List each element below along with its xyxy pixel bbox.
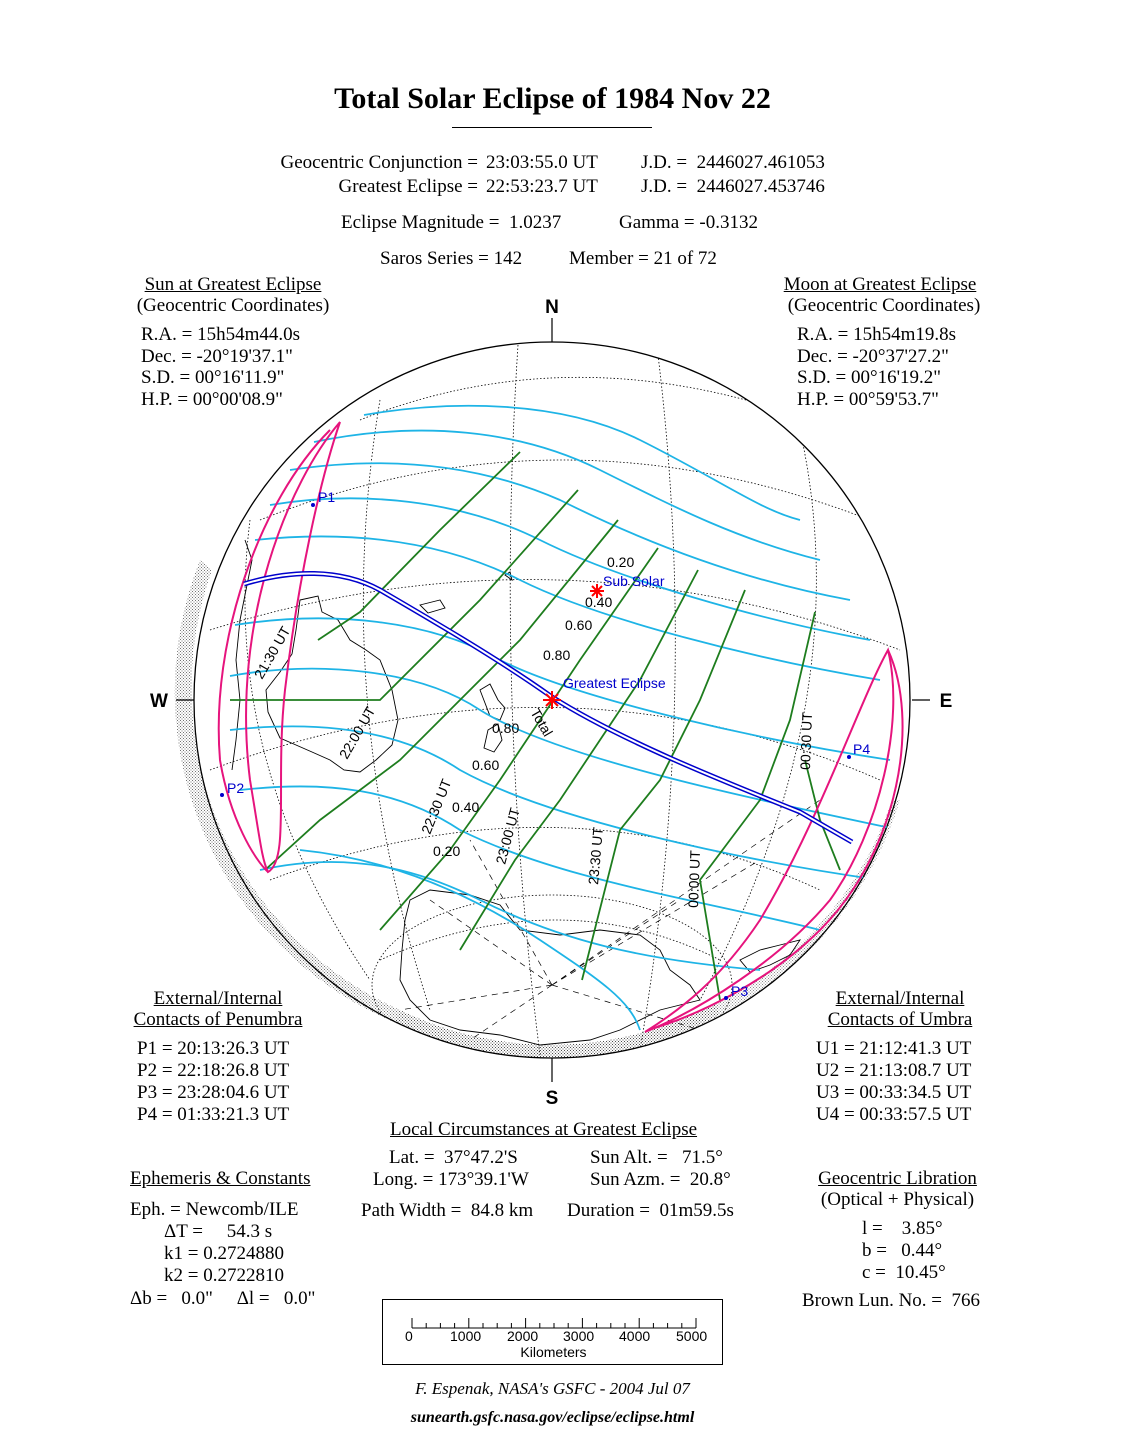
p1-label: P1 [318,489,336,505]
umbra-heading-1: External/Internal [835,988,965,1009]
scale-tick-3000: 3000 [563,1328,595,1344]
umbra-contacts [816,1038,971,1126]
time-label-2230: 22:30 UT [417,776,455,837]
local-path-width: Path Width = 84.8 km [361,1200,534,1221]
local-sun-alt: Sun Alt. = 71.5° [590,1147,723,1168]
ephemeris-db-dl: Δb = 0.0" Δl = 0.0" [130,1288,316,1309]
local-sun-azm: Sun Azm. = 20.8° [590,1169,731,1190]
u1-time: U1 = 21:12:41.3 UT [816,1038,972,1059]
sun-ra: R.A. = 15h54m44.0s [141,324,301,345]
magnitude-label-north-080: 0.80 [543,647,571,663]
moon-sd: S.D. = 00°16'19.2" [797,367,942,388]
scale-unit: Kilometers [520,1344,587,1360]
penumbra-contacts [137,1038,289,1126]
greatest-eclipse-label: Greatest Eclipse = [338,176,478,197]
p1-time: P1 = 20:13:26.3 UT [137,1038,290,1059]
u3-time: U3 = 00:33:34.5 UT [816,1082,972,1103]
ephemeris-k2: k2 = 0.2722810 [164,1265,284,1286]
compass-west: W [150,691,168,712]
gamma: Gamma = -0.3132 [619,212,758,233]
sun-subheading: (Geocentric Coordinates) [136,295,330,316]
scale-tick-4000: 4000 [619,1328,651,1344]
polar-graticule [400,800,820,1040]
p2-point [220,793,224,797]
saros-member: Member = 21 of 72 [569,248,717,269]
p4-point [847,755,851,759]
moon-hp: H.P. = 00°59'53.7" [797,388,939,410]
local-long: Long. = 173°39.1'W [373,1169,529,1190]
libration-l: l = 3.85° [862,1218,943,1239]
magnitude-line [240,786,820,930]
compass-south: S [545,1088,559,1109]
p3-label: P3 [731,983,749,999]
magnitude-label-south-060: 0.60 [472,757,500,773]
greatest-eclipse-time: 22:53:23.7 UT [486,176,598,197]
moon-subheading: (Geocentric Coordinates) [787,295,981,316]
saros-series: Saros Series = 142 [380,248,523,269]
compass-north: N [545,297,559,318]
moon-heading: Moon at Greatest Eclipse [783,274,977,295]
penumbra-contacts-heading [108,988,328,1030]
libration-heading: Geocentric Libration [818,1168,977,1189]
time-line [805,760,840,870]
magnitude-line [364,406,800,520]
brown-lunation: Brown Lun. No. = 766 [802,1290,981,1311]
libration-subheading: (Optical + Physical) [820,1189,975,1210]
greatest-eclipse-jd: J.D. = 2446027.453746 [641,176,825,197]
u4-time: U4 = 00:33:57.5 UT [816,1104,972,1125]
sun-heading: Sun at Greatest Eclipse [144,274,322,295]
libration-heading-block [785,1168,1010,1210]
time-line [700,612,815,1000]
p2-time: P2 = 22:18:26.8 UT [137,1060,290,1081]
greatest-eclipse-label: Greatest Eclipse [563,675,666,691]
total-label: Total [527,705,557,740]
magnitude-label-south-040: 0.40 [452,799,480,815]
source-url: sunearth.gsfc.nasa.gov/eclipse/eclipse.html [410,1409,695,1426]
time-line [582,590,745,980]
eclipse-magnitude: Eclipse Magnitude = 1.0237 [341,212,562,233]
moon-dec: Dec. = -20°37'27.2" [797,345,949,367]
p4-label: P4 [853,741,871,757]
p3-time: P3 = 23:28:04.6 UT [137,1082,290,1103]
umbra-contacts-heading [790,988,1010,1030]
penumbra-heading-1: External/Internal [153,988,283,1009]
credit-line: F. Espenak, NASA's GSFC - 2004 Jul 07 [415,1379,690,1398]
p1-point [311,503,315,507]
penumbra-heading-2: Contacts of Penumbra [133,1009,303,1030]
time-label-0000: 00:00 UT [685,849,704,909]
libration-c: c = 10.45° [862,1262,946,1283]
libration-b: b = 0.44° [862,1240,943,1261]
u2-time: U2 = 21:13:08.7 UT [816,1060,972,1081]
sun-dec: Dec. = -20°19'37.1" [141,345,293,367]
ephemeris-delta-t: ΔT = 54.3 s [164,1221,273,1242]
conjunction-label: Geocentric Conjunction = [280,152,478,173]
magnitude-label-south-080: 0.80 [492,720,520,736]
sun-hp: H.P. = 00°00'08.9" [141,388,283,410]
ephemeris-heading: Ephemeris & Constants [130,1168,311,1189]
scale-tick-0: 0 [405,1328,413,1344]
moon-ra: R.A. = 15h54m19.8s [797,324,957,345]
p2-label: P2 [227,780,245,796]
magnitude-label-north-040: 0.40 [585,594,613,610]
time-label-2200: 22:00 UT [335,703,379,762]
time-label-2300: 23:00 UT [492,806,523,866]
scale-tick-1000: 1000 [450,1328,482,1344]
local-duration: Duration = 01m59.5s [567,1200,734,1221]
conjunction-time: 23:03:55.0 UT [486,152,598,173]
local-circumstances-heading: Local Circumstances at Greatest Eclipse [390,1119,698,1140]
p3-point [724,996,728,1000]
scale-tick-2000: 2000 [507,1328,539,1344]
local-lat: Lat. = 37°47.2'S [389,1147,518,1168]
compass-east: E [939,691,953,712]
distance-scale [382,1299,723,1365]
time-label-2130: 21:30 UT [250,623,294,682]
page-title: Total Solar Eclipse of 1984 Nov 22 [334,82,771,115]
subsolar-label: Sub Solar [603,573,665,589]
conjunction-jd: J.D. = 2446027.461053 [641,152,825,173]
time-label-2330: 23:30 UT [585,826,607,886]
ephemeris-eph: Eph. = Newcomb/ILE [130,1199,299,1220]
umbra-heading-2: Contacts of Umbra [827,1009,973,1030]
magnitude-label-north-060: 0.60 [565,617,593,633]
p4-time: P4 = 01:33:21.3 UT [137,1104,290,1125]
sun-sd: S.D. = 00°16'11.9" [141,367,285,388]
time-label-0030: 00:30 UT [797,711,816,771]
magnitude-line [260,862,760,970]
scale-tick-5000: 5000 [676,1328,708,1344]
magnitude-label-north-020: 0.20 [607,554,635,570]
ephemeris-k1: k1 = 0.2724880 [164,1243,284,1264]
magnitude-label-south-020: 0.20 [433,843,461,859]
